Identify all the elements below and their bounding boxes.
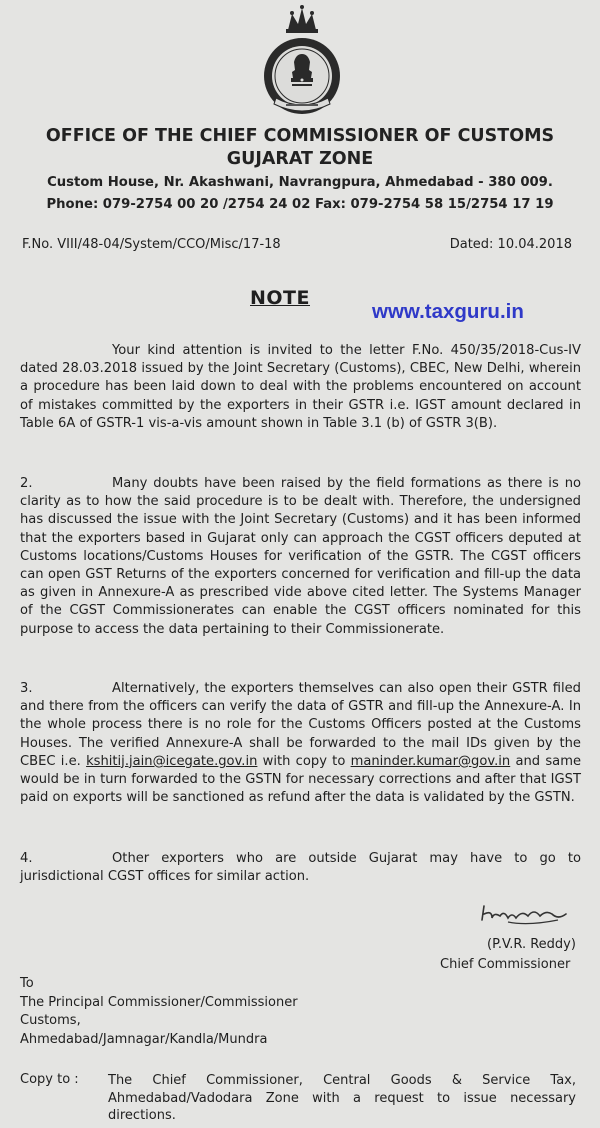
national-emblem-seal-icon xyxy=(262,4,342,122)
paragraph-1 xyxy=(20,342,581,433)
addressee-line-1: The Principal Commissioner/Commissioner xyxy=(20,994,298,1010)
email-link-kshitij[interactable]: kshitij.jain@icegate.gov.in xyxy=(86,753,258,769)
file-number: F.No. VIII/48-04/System/CCO/Misc/17-18 xyxy=(22,237,281,252)
document-date: Dated: 10.04.2018 xyxy=(449,237,572,252)
addressee-line-2: Customs, xyxy=(20,1013,81,1028)
office-address: Custom House, Nr. Akashwani, Navrangpura, Ahmedabad - 380 009. xyxy=(47,175,553,190)
signatory-name: (P.V.R. Reddy) xyxy=(487,937,576,952)
paragraph-2-number: 2. xyxy=(20,476,33,491)
paragraph-3 xyxy=(20,680,581,807)
to-label: To xyxy=(20,976,34,991)
note-heading: NOTE xyxy=(250,287,310,309)
paragraph-3-text-b: with copy to xyxy=(262,753,346,769)
zone-title: GUJARAT ZONE xyxy=(226,149,374,169)
addressee-line-3: Ahmedabad/Jamnagar/Kandla/Mundra xyxy=(20,1031,268,1047)
paragraph-1-text: Your kind attention is invited to the letter F.No. 450/35/2018-Cus-IV dated 28.03.2018 issued by the Joint Secretary (Customs), CBEC, New Delhi, wherein a procedure has been laid down to deal with the problems encountered on account of mistakes committed by the exporters in their GSTR i.e. IGST amount declared in Table 6A of GSTR-1 vis-a-vis amount shown in Table 3.1 (b) of GSTR 3(B). xyxy=(20,343,581,431)
email-link-maninder[interactable]: maninder.kumar@gov.in xyxy=(350,753,511,769)
paragraph-3-text-a: Alternatively, the exporters themselves can also open their GSTR filed and there from the officers can verify the data of GSTR and fill-up the Annexure-A. In the whole process there is no role for the Customs Officers posted at the Customs Houses. The verified Annexure-A shall be forwarded to the mail IDs given by the CBEC i.e. xyxy=(20,681,581,769)
handwritten-signature xyxy=(478,900,570,930)
website-watermark: www.taxguru.in xyxy=(372,300,524,323)
paragraph-4 xyxy=(20,850,581,886)
paragraph-3-number: 3. xyxy=(20,681,33,696)
paragraph-4-number: 4. xyxy=(20,851,33,866)
signatory-designation: Chief Commissioner xyxy=(440,957,571,972)
office-phone-fax: Phone: 079-2754 00 20 /2754 24 02 Fax: 079-2754 58 15/2754 17 19 xyxy=(46,197,554,212)
copy-to-label: Copy to : xyxy=(20,1072,79,1087)
paragraph-4-text: Other exporters who are outside Gujarat may have to go to jurisdictional CGST offices for similar action. xyxy=(20,851,581,885)
paragraph-2 xyxy=(20,475,581,639)
office-title: OFFICE OF THE CHIEF COMMISSIONER OF CUSTOMS xyxy=(45,126,555,146)
paragraph-3-text-c: and same would be in turn forwarded to the GSTN for necessary corrections and after that IGST paid on exports will be sanctioned as refund after the data is validated by the GSTN. xyxy=(20,753,581,806)
paragraph-2-text: Many doubts have been raised by the field formations as there is no clarity as to how the said procedure is to be dealt with. Therefore, the undersigned has discussed the issue with the Joint Secretary (Customs) and it has been informed that the exporters based in Gujarat only can approach the CGST officers deputed at Customs locations/Customs Houses for verification of the GSTR. The CGST officers can open GST Returns of the exporters concerned for verification and fill-up the data as given in Annexure-A as prescribed vide above cited letter. The Systems Manager of the CGST Commissionerates can enable the CGST officers nominated for this purpose to access the data pertaining to their Commissionerate. xyxy=(20,476,581,637)
copy-to-text: The Chief Commissioner, Central Goods & Service Tax, Ahmedabad/Vadodara Zone with a request to issue necessary directions. xyxy=(108,1073,576,1123)
addressee-block xyxy=(20,975,298,1049)
